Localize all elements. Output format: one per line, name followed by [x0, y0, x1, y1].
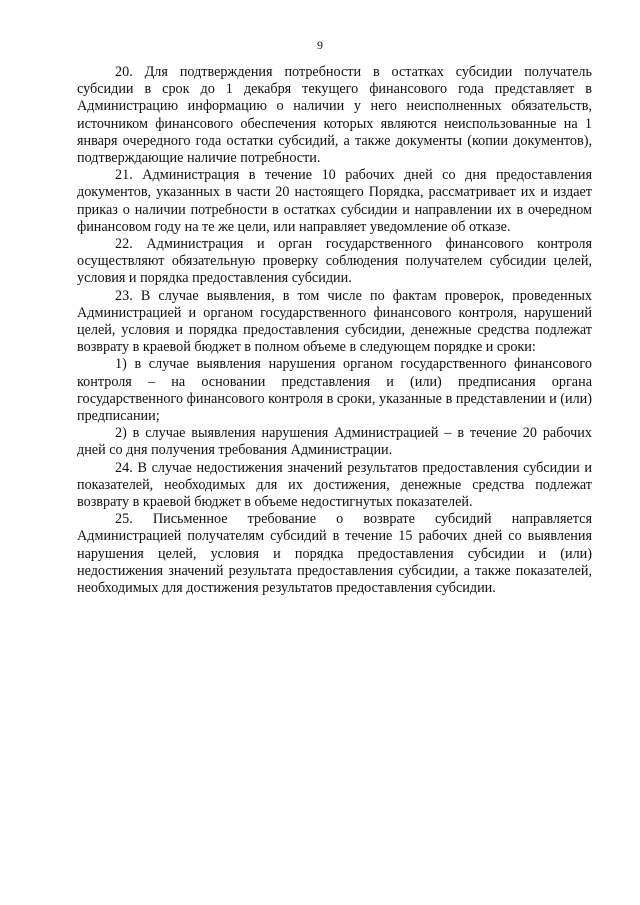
- document-body: [77, 64, 592, 597]
- page-number: 9: [317, 38, 323, 52]
- paragraph-23: 23. В случае выявления, в том числе по фактам проверок, проведенных Администрацией и органом государственного финансового контроля, нарушений целей, условия и порядка предоставления субсидии, денежные средства подлежат возврату в краевой бюджет в полном объеме в следующем порядке и сроки:: [77, 287, 592, 356]
- paragraph-25: 25. Письменное требование о возврате субсидий направляется Администрацией получателям субсидий в течение 15 рабочих дней со выявления нарушения целей, условия и порядка предоставления субсидии и (или) недостижения значений результата предоставления субсидии, а также показателей, необходимых для достижения результатов предоставления субсидии.: [77, 511, 592, 597]
- paragraph-20: 20. Для подтверждения потребности в остатках субсидии получатель субсидии в срок до 1 декабря текущего финансового года представляет в Администрацию информацию о наличии у него неисполненных обязательств, источником финансового обеспечения которых являются неиспользованные на 1 января очередного года остатки субсидий, а также документы (копии документов), подтверждающие наличие потребности.: [77, 64, 592, 167]
- list-item-1: 1) в случае выявления нарушения органом государственного финансового контроля – на основании представления и (или) предписания органа государственного финансового контроля в сроки, указанные в представлении и (или) предписании;: [77, 356, 592, 425]
- paragraph-24: 24. В случае недостижения значений результатов предоставления субсидии и показателей, необходимых для их достижения, денежные средства подлежат возврату в краевой бюджет в объеме недостигнутых показателей.: [77, 459, 592, 511]
- paragraph-22: 22. Администрация и орган государственного финансового контроля осуществляют обязательную проверку соблюдения получателем субсидии целей, условия и порядка предоставления субсидии.: [77, 236, 592, 287]
- list-item-2: 2) в случае выявления нарушения Администрацией – в течение 20 рабочих дней со дня получения требования Администрации.: [77, 425, 592, 459]
- paragraph-21: 21. Администрация в течение 10 рабочих дней со дня предоставления документов, указанных в части 20 настоящего Порядка, рассматривает их и издает приказ о наличии потребности в остатках субсидии и направлении их в очередном финансовом году на те же цели, или направляет уведомление об отказе.: [77, 167, 592, 235]
